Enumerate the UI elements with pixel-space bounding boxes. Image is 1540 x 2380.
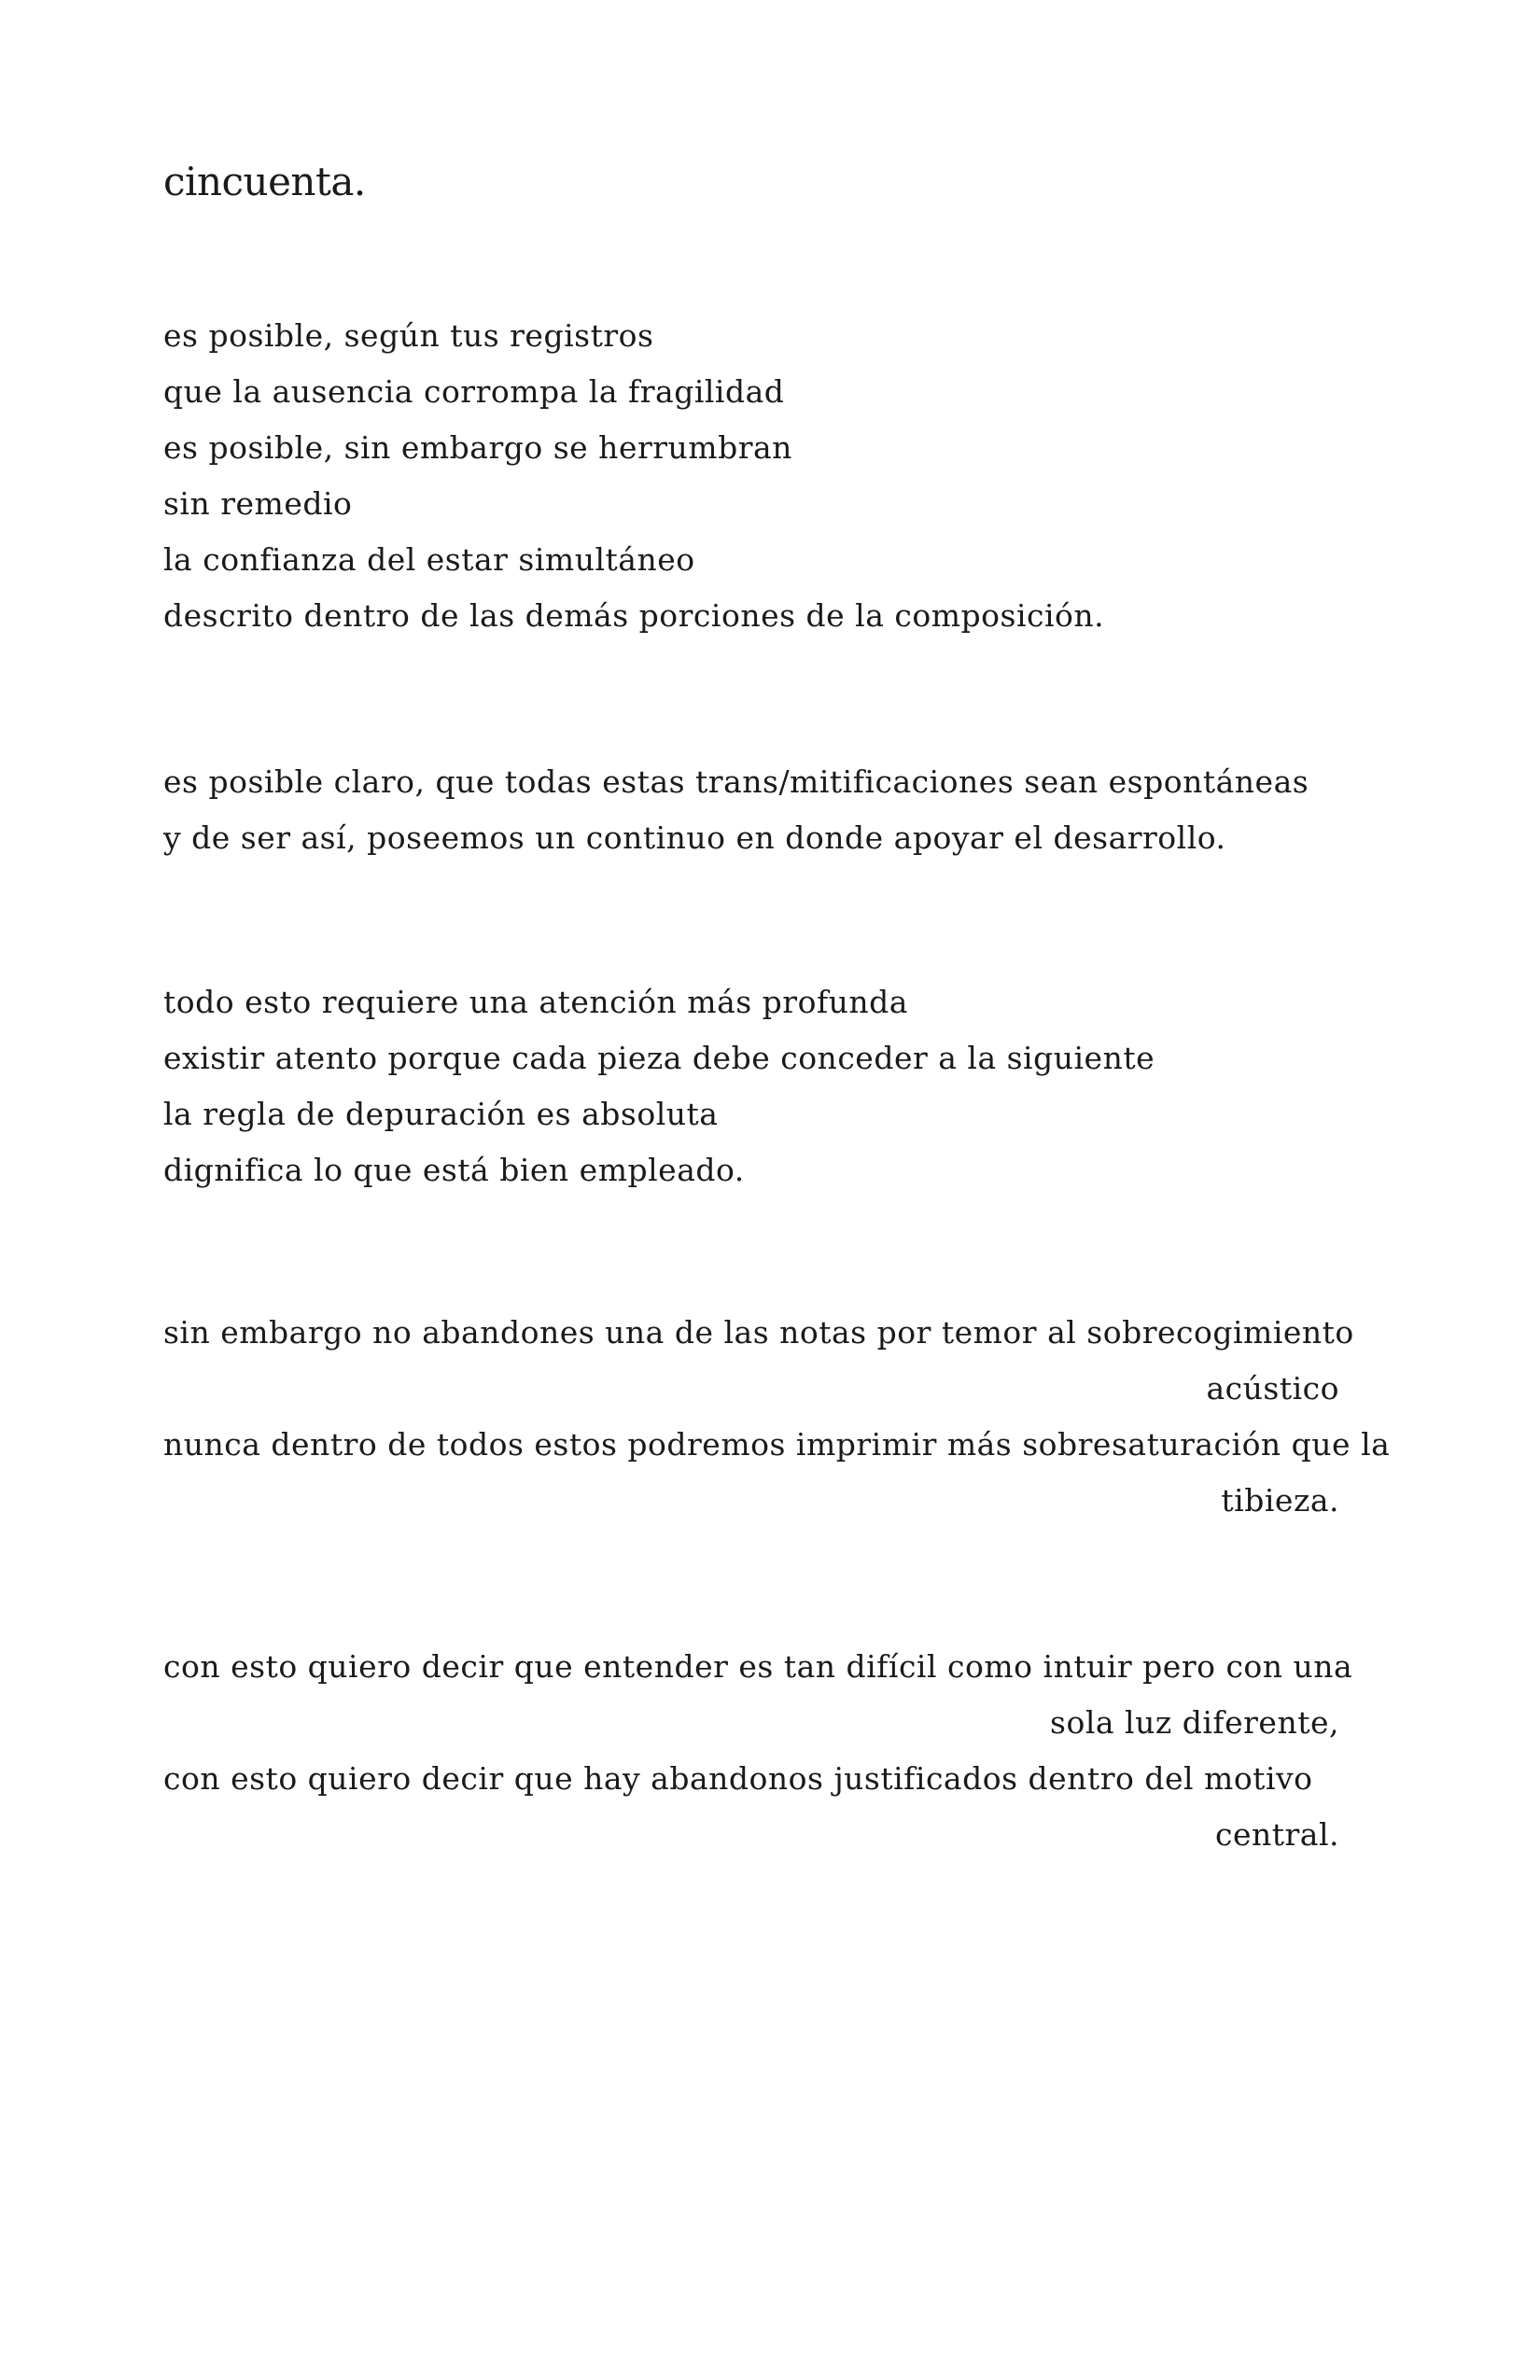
poem-line: todo esto requiere una atención más profunda xyxy=(163,984,908,1020)
poem-title: cincuenta. xyxy=(163,159,366,204)
poem-line-continuation: sola luz diferente, xyxy=(1050,1704,1339,1741)
poem-line: que la ausencia corrompa la fragilidad xyxy=(163,373,785,410)
poem-line: con esto quiero decir que entender es tan difícil como intuir pero con una xyxy=(163,1648,1353,1685)
poem-line-continuation: acústico xyxy=(1206,1370,1339,1407)
poem-line: es posible, según tus registros xyxy=(163,317,654,354)
poem-line: sin embargo no abandones una de las notas por temor al sobrecogimiento xyxy=(163,1314,1354,1351)
poem-line: descrito dentro de las demás porciones de la composición. xyxy=(163,597,1105,634)
poem-line: la regla de depuración es absoluta xyxy=(163,1096,719,1132)
stanza-1 xyxy=(163,308,1339,644)
poem-line: es posible claro, que todas estas trans/mitificaciones sean espontáneas xyxy=(163,763,1309,800)
poem-line: es posible, sin embargo se herrumbran xyxy=(163,429,792,466)
poem-line: con esto quiero decir que hay abandonos justificados dentro del motivo xyxy=(163,1760,1313,1797)
poem-line: nunca dentro de todos estos podremos imprimir más sobresaturación que la xyxy=(163,1426,1391,1463)
poem-line-continuation: central. xyxy=(1214,1816,1339,1853)
poem-line: y de ser así, poseemos un continuo en donde apoyar el desarrollo. xyxy=(163,819,1226,856)
stanza-5 xyxy=(163,1639,1353,1863)
poem-line: existir atento porque cada pieza debe conceder a la siguiente xyxy=(163,1040,1155,1076)
stanza-3 xyxy=(163,974,1339,1198)
poem-line: la confianza del estar simultáneo xyxy=(163,541,695,578)
poem-line: sin remedio xyxy=(163,485,353,522)
poem-line-continuation: tibieza. xyxy=(1221,1482,1339,1519)
stanza-2 xyxy=(163,754,1339,866)
stanza-4 xyxy=(163,1305,1391,1529)
poem-line: dignifica lo que está bien empleado. xyxy=(163,1152,745,1188)
